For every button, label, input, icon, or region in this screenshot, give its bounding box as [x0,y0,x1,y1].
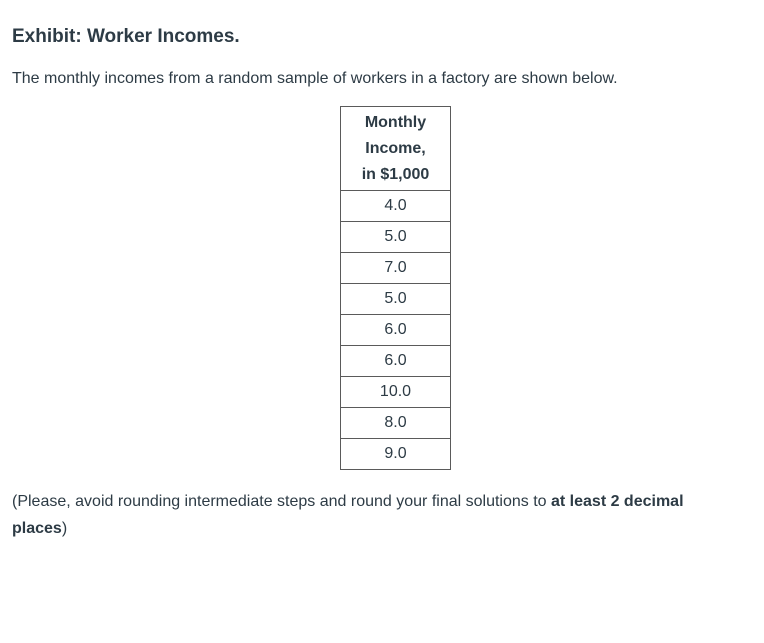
header-line-3: in $1,000 [361,165,430,183]
table-row [341,284,451,315]
table-row [341,346,451,377]
note-emphasis-2: places [12,520,62,537]
table-cell: 10.0 [341,377,451,408]
table-cell: 8.0 [341,408,451,439]
table-row [341,191,451,222]
table-cell: 9.0 [341,439,451,470]
table-cell: 6.0 [341,346,451,377]
table-cell: 5.0 [341,222,451,253]
table-row [341,222,451,253]
table-row [341,315,451,346]
header-line-2: Income, [365,139,426,157]
table-cell: 5.0 [341,284,451,315]
table-row [341,377,451,408]
note-prefix: (Please, avoid rounding intermediate steps and round your final solutions to [12,493,551,510]
table-cell: 4.0 [341,191,451,222]
table-row [341,408,451,439]
note-suffix: ) [61,520,68,537]
income-table [340,106,451,470]
rounding-note [12,488,752,542]
column-header-monthly-income [341,107,451,191]
table-body [341,191,451,470]
table-cell: 7.0 [341,253,451,284]
note-emphasis-1: at least 2 decimal [551,493,684,510]
table-header-row [341,107,451,191]
table-row [341,439,451,470]
header-line-1: Monthly [364,113,427,131]
table-row [341,253,451,284]
exhibit-title: Exhibit: Worker Incomes. [12,26,240,47]
table-cell: 6.0 [341,315,451,346]
intro-text: The monthly incomes from a random sample of workers in a factory are shown below. [12,70,618,87]
